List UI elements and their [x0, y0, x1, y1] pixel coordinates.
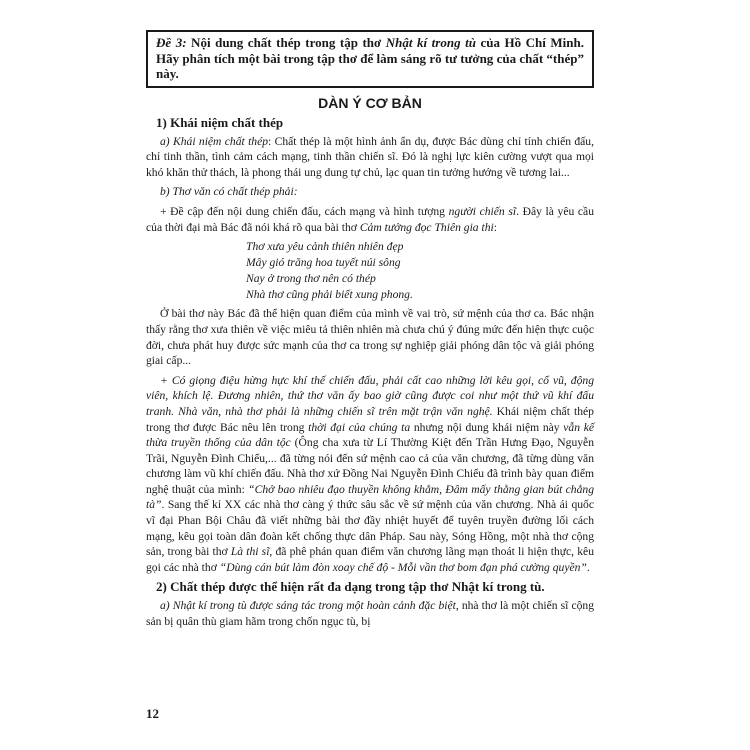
- paragraph-c: Ở bài thơ này Bác đã thể hiện quan điểm của mình về vai trò, sứ mệnh của thơ ca. Bác nhận thấy rằng thơ xưa thiên về việc miêu tả thiên nhiên mà chưa chú ý đúng mức đến hiện thực cuộc đời, chưa phát huy được sức mạnh của thơ ca trong sự nghiệp giải phóng dân tộc và giải phóng giai cấp...: [146, 307, 594, 368]
- paragraph-d-text-c: (Ông cha xưa từ Lí Thường Kiệt đến Trần Hưng Đạo, Nguyễn Trãi, Nguyễn Đình Chiểu,... đã từng nói đến sứ mệnh cao cả của văn chương, đã từng dùng văn chương làm vũ khí chiến đấu. Nhà thơ xứ Đồng Nai Nguyễn Đình Chiểu đã trình bày quan điểm nghệ thuật của mình:: [146, 436, 594, 496]
- paragraph-b1-text-a: + Đề cập đến nội dung chiến đấu, cách mạng và hình tượng: [160, 204, 449, 218]
- paragraph-d-italic-b: thời đại của chúng ta: [308, 420, 411, 434]
- paragraph-b1-italic-a: người chiến sĩ: [448, 204, 517, 218]
- heading-1: 1) Khái niệm chất thép: [156, 115, 284, 131]
- heading-2: 2) Chất thép được thể hiện rất đa dạng trong tập thơ Nhật kí trong tù.: [156, 579, 545, 595]
- poem-line: Nhà thơ cũng phải biết xung phong.: [246, 287, 413, 301]
- paragraph-b1: [146, 204, 594, 235]
- paragraph-d: [146, 373, 594, 576]
- page-number: 12: [146, 706, 159, 721]
- paragraph-b1-text-c: :: [493, 220, 497, 234]
- poem: [246, 239, 594, 302]
- paragraph-d-italic-d: “Chở bao nhiêu đạo thuyền không khẳm, Đâm mấy thằng gian bút chẳng tà”: [146, 482, 594, 512]
- paragraph-e-text-a: , nhà thơ là một chiến sĩ cộng sản bị quân thù giam hãm trong chốn ngục tù, bị: [146, 598, 595, 628]
- paragraph-b1-italic-b: Cảm tưởng đọc Thiên gia thi: [359, 220, 494, 234]
- topic-book-title: Nhật kí trong tù: [385, 35, 476, 50]
- poem-line: Nay ở trong thơ nên có thép: [246, 271, 376, 285]
- paragraph-a-text: : Chất thép là một hình ảnh ẩn dụ, được Bác dùng chỉ tính chiến đấu, chỉ tinh thần, tình cảm cách mạng, tinh thần chiến sĩ. Đó là nghị lực kiên cường vượt qua mọi khó khăn thử thách, là phong thái ung dung tự chủ, lạc quan tin tưởng hướng về tương lai...: [146, 134, 594, 179]
- topic-text-a: Nội dung chất thép trong tập thơ: [186, 35, 386, 50]
- book-page: [146, 30, 594, 633]
- paragraph-d-italic-e: Là thi sĩ: [230, 545, 270, 559]
- paragraph-d-italic-a: + Có giọng điệu hừng hực khí thế chiến đấu, phải cất cao những lời kêu gọi, cổ vũ, động viên, khích lệ. Đương nhiên, thứ thơ văn ấy bao giờ cũng được coi như một thứ vũ khí đấu tranh. Nhà văn, nhà thơ phải là những chiến sĩ trên mặt trận văn nghệ.: [146, 373, 594, 418]
- paragraph-a-label: a) Khái niệm chất thép: [160, 134, 269, 148]
- paragraph-b-label: b) Thơ văn có chất thép phải:: [160, 185, 298, 199]
- poem-line: Thơ xưa yêu cảnh thiên nhiên đẹp: [246, 240, 404, 254]
- paragraph-d-text-b: nhưng nội dung khái niệm này: [410, 420, 564, 434]
- topic-lead: Đề 3:: [156, 35, 187, 50]
- topic-text-b: của Hồ Chí Minh. Hãy phân tích một bài trong tập thơ để làm sáng rõ tư tưởng của chất “thép” này.: [156, 35, 585, 81]
- section-title: DÀN Ý CƠ BẢN: [318, 94, 422, 111]
- paragraph-d-text-a: Khái niệm chất thép trong thơ được Bác nêu lên trong: [146, 404, 594, 434]
- poem-line: Mây gió trăng hoa tuyết núi sông: [246, 255, 401, 269]
- topic-box: [146, 30, 594, 88]
- paragraph-d-italic-c: vẫn kế thừa truyền thống của dân tộc: [146, 420, 594, 450]
- paragraph-d-text-d: . Sang thế kỉ XX các nhà thơ càng ý thức sâu sắc về sứ mệnh của văn chương. Nhà ái quốc vĩ đại Phan Bội Châu đã viết những bài thơ đầy nhiệt huyết để tuyên truyền đường lối cách mạng, kêu gọi toàn dân đoàn kết chống thực dân Pháp. Sau này, Sóng Hồng, một nhà thơ cộng sản, trong bài thơ: [146, 498, 594, 559]
- paragraph-e-italic-a: a) Nhật kí trong tù được sáng tác trong một hoàn cảnh đặc biệt: [160, 598, 456, 612]
- paragraph-a: [146, 134, 594, 181]
- paragraph-d-text-e: , đã phê phán quan điểm văn chương lãng mạn thoát li hiện thực, kêu gọi các nhà thơ: [146, 545, 595, 574]
- paragraph-d-italic-f: “Dùng cán bút làm đòn xoay chế độ - Mỗi vần thơ bom đạn phá cường quyền”: [219, 560, 587, 574]
- paragraph-b1-text-b: . Đây là yêu cầu của thời đại mà Bác đã nói khá rõ qua bài thơ: [146, 204, 594, 234]
- paragraph-e: [146, 598, 594, 629]
- paragraph-d-text-f: .: [586, 560, 590, 574]
